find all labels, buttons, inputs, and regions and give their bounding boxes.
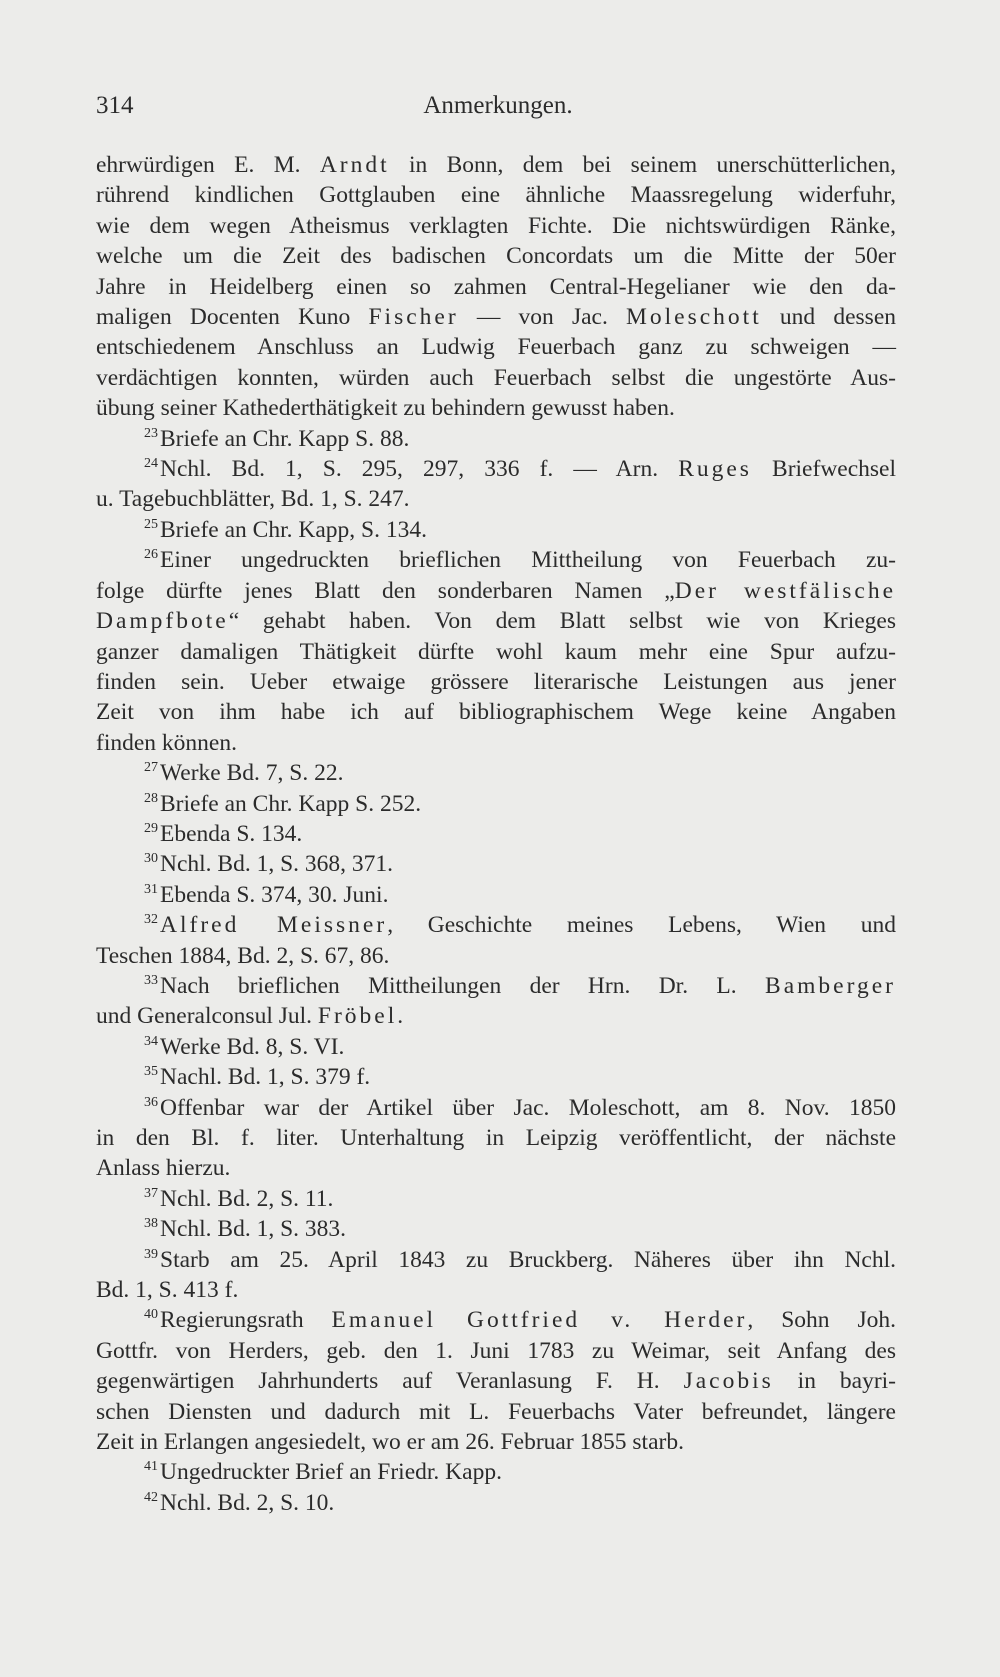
text-run: Ebenda S. 134. — [160, 820, 303, 847]
text-run: Nchl. Bd. 2, S. 11. — [160, 1185, 334, 1212]
text-run: , Sohn Joh. — [747, 1307, 897, 1334]
text-run: u. Tagebuchblätter, Bd. 1, S. 247. — [96, 486, 410, 513]
text-run: Briefe an Chr. Kapp S. 88. — [160, 425, 410, 452]
footnote-line — [96, 424, 896, 454]
footnote-number: 28 — [144, 790, 158, 806]
text-run: . — [397, 1003, 404, 1030]
footnote-number: 24 — [144, 456, 158, 472]
text-run: und dessen — [761, 304, 896, 331]
text-run: Ungedruckter Brief an Friedr. Kapp. — [160, 1459, 502, 1486]
footnote-number: 26 — [144, 547, 158, 563]
footnote-number: 38 — [144, 1216, 158, 1232]
text-run: in bayri- — [773, 1368, 896, 1395]
footnote-line — [96, 545, 896, 575]
text-run: schen Diensten und dadurch mit L. Feuerbachs Vater befreundet, längere — [96, 1398, 896, 1425]
footnote-line — [96, 819, 896, 849]
text-run: übung seiner Kathederthätigkeit zu behindern gewusst haben. — [96, 395, 675, 422]
footnote-number: 40 — [144, 1307, 158, 1323]
spaced-name: Fischer — [368, 304, 459, 331]
footnote-line — [96, 910, 896, 940]
text-line — [96, 393, 896, 423]
text-run: Werke Bd. 8, S. VI. — [160, 1033, 345, 1060]
footnote-line — [96, 1305, 896, 1335]
text-run: Zeit von ihm habe ich auf bibliographischem Wege keine Angaben — [96, 699, 896, 726]
footnote-line — [96, 1245, 896, 1275]
spaced-name: Fröbel — [317, 1003, 398, 1030]
text-run: gegenwärtigen Jahrhunderts auf Veranlasung F. H. — [96, 1368, 684, 1395]
text-line — [96, 667, 896, 697]
footnote-line — [96, 758, 896, 788]
text-line — [96, 484, 896, 514]
text-run: Starb am 25. April 1843 zu Bruckberg. Näheres über ihn Nchl. — [160, 1246, 896, 1273]
footnote-number: 31 — [144, 881, 158, 897]
running-title: Anmerkungen. — [423, 92, 573, 119]
page-number: 314 — [96, 92, 134, 119]
text-line — [96, 576, 896, 606]
text-line — [96, 180, 896, 210]
footnote-line — [96, 789, 896, 819]
footnote-line — [96, 971, 896, 1001]
text-run: rührend kindlichen Gottglauben eine ähnliche Maassregelung widerfuhr, — [96, 182, 896, 209]
footnote-line — [96, 880, 896, 910]
text-run: finden können. — [96, 729, 237, 756]
text-run: und Generalconsul Jul. — [96, 1003, 318, 1030]
footnote-number: 25 — [144, 516, 158, 532]
text-run: , Geschichte meines Lebens, Wien und — [387, 912, 896, 939]
footnote-line — [96, 1093, 896, 1123]
text-line — [96, 302, 896, 332]
text-run: Briefwechsel — [751, 456, 897, 483]
text-run: Offenbar war der Artikel über Jac. Moleschott, am 8. Nov. 1850 — [160, 1094, 896, 1121]
text-line — [96, 697, 896, 727]
text-line — [96, 941, 896, 971]
text-run: Briefe an Chr. Kapp S. 252. — [160, 790, 422, 817]
text-run: Anlass hierzu. — [96, 1155, 231, 1182]
text-line — [96, 728, 896, 758]
footnote-number: 42 — [144, 1489, 158, 1505]
text-run: folge dürfte jenes Blatt den sonderbaren Namen „ — [96, 577, 675, 604]
spaced-name: Bamberger — [765, 972, 896, 999]
text-run: Bd. 1, S. 413 f. — [96, 1277, 239, 1304]
footnote-line — [96, 454, 896, 484]
footnote-number: 41 — [144, 1459, 158, 1475]
text-run: Nchl. Bd. 2, S. 10. — [160, 1489, 335, 1516]
text-line — [96, 150, 896, 180]
footnote-number: 32 — [144, 912, 158, 928]
text-run: ganzer damaligen Thätigkeit dürfte wohl kaum mehr eine Spur aufzu- — [96, 638, 896, 665]
text-run: verdächtigen konnten, würden auch Feuerbach selbst die ungestörte Aus- — [96, 364, 896, 391]
text-run: wie dem wegen Atheismus verklagten Fichte. Die nichtswürdigen Ränke, — [96, 212, 896, 239]
footnote-line — [96, 1184, 896, 1214]
spaced-name: Dampfbote — [96, 608, 229, 635]
spaced-name: Jacobis — [683, 1368, 774, 1395]
spaced-name: Der westfälische — [674, 577, 897, 604]
text-run: Jahre in Heidelberg einen so zahmen Central-Hegelianer wie den da- — [96, 273, 896, 300]
text-line — [96, 637, 896, 667]
text-line — [96, 272, 896, 302]
text-run: Werke Bd. 7, S. 22. — [160, 760, 344, 787]
text-run: Regierungsrath — [160, 1307, 332, 1334]
text-run: in den Bl. f. liter. Unterhaltung in Leipzig veröffentlicht, der nächste — [96, 1125, 896, 1151]
spaced-name: Emanuel Gottfried v. Herder — [331, 1307, 748, 1334]
footnote-line — [96, 1488, 896, 1518]
text-line — [96, 1275, 896, 1305]
text-line — [96, 1366, 896, 1396]
text-run: in Bonn, dem bei seinem unerschütterlichen, — [389, 152, 896, 178]
text-line — [96, 1336, 896, 1366]
text-line — [96, 332, 896, 362]
footnote-line — [96, 1457, 896, 1487]
footnote-line — [96, 1214, 896, 1244]
text-line — [96, 606, 896, 636]
text-run: Briefe an Chr. Kapp, S. 134. — [160, 516, 427, 543]
footnote-line — [96, 515, 896, 545]
text-run: entschiedenem Anschluss an Ludwig Feuerbach ganz zu schweigen — — [96, 334, 896, 361]
footnote-number: 29 — [144, 820, 158, 836]
text-line — [96, 1153, 896, 1183]
text-run: Nachl. Bd. 1, S. 379 f. — [160, 1064, 371, 1091]
text-run: Nach brieflichen Mittheilungen der Hrn. Dr. L. — [160, 972, 766, 999]
text-run: maligen Docenten Kuno — [96, 304, 369, 331]
footnote-number: 39 — [144, 1246, 158, 1262]
footnote-number: 34 — [144, 1033, 158, 1049]
text-run: Nchl. Bd. 1, S. 368, 371. — [160, 851, 394, 878]
text-run: Zeit in Erlangen angesiedelt, wo er am 26. Februar 1855 starb. — [96, 1429, 684, 1456]
text-run: Nchl. Bd. 1, S. 295, 297, 336 f. — Arn. — [160, 456, 679, 483]
spaced-name: Moleschott — [626, 304, 762, 331]
footnote-number: 36 — [144, 1094, 158, 1110]
text-run: Nchl. Bd. 1, S. 383. — [160, 1216, 347, 1243]
text-run: Ebenda S. 374, 30. Juni. — [160, 881, 389, 908]
spaced-name: Arndt — [319, 152, 390, 178]
text-line — [96, 1001, 896, 1031]
text-run: ehrwürdigen E. M. — [96, 152, 320, 178]
footnote-line — [96, 849, 896, 879]
text-run: welche um die Zeit des badischen Concordats um die Mitte der 50er — [96, 243, 896, 270]
text-line — [96, 1123, 896, 1153]
text-run: Teschen 1884, Bd. 2, S. 67, 86. — [96, 942, 390, 969]
footnote-number: 27 — [144, 760, 158, 776]
text-run: finden sein. Ueber etwaige grössere literarische Leistungen aus jener — [96, 668, 896, 695]
text-line — [96, 241, 896, 271]
footnote-line — [96, 1032, 896, 1062]
footnote-number: 23 — [144, 425, 158, 441]
footnote-number: 35 — [144, 1064, 158, 1080]
text-run: Gottfr. von Herders, geb. den 1. Juni 1783 zu Weimar, seit Anfang des — [96, 1337, 896, 1364]
footnote-number: 37 — [144, 1185, 158, 1201]
text-run: Einer ungedruckten brieflichen Mittheilung von Feuerbach zu- — [160, 547, 896, 574]
notes-body — [96, 150, 896, 1518]
text-line — [96, 1427, 896, 1457]
text-line — [96, 1397, 896, 1427]
footnote-number: 33 — [144, 972, 158, 988]
page-header — [96, 92, 900, 132]
spaced-name: Ruges — [678, 456, 752, 483]
footnote-line — [96, 1062, 896, 1092]
text-line — [96, 363, 896, 393]
footnote-number: 30 — [144, 851, 158, 867]
spaced-name: Alfred Meissner — [160, 912, 388, 939]
text-run: — von Jac. — [458, 304, 626, 331]
text-line — [96, 211, 896, 241]
text-run: “ gehabt haben. Von dem Blatt selbst wie von Krieges — [228, 608, 896, 635]
